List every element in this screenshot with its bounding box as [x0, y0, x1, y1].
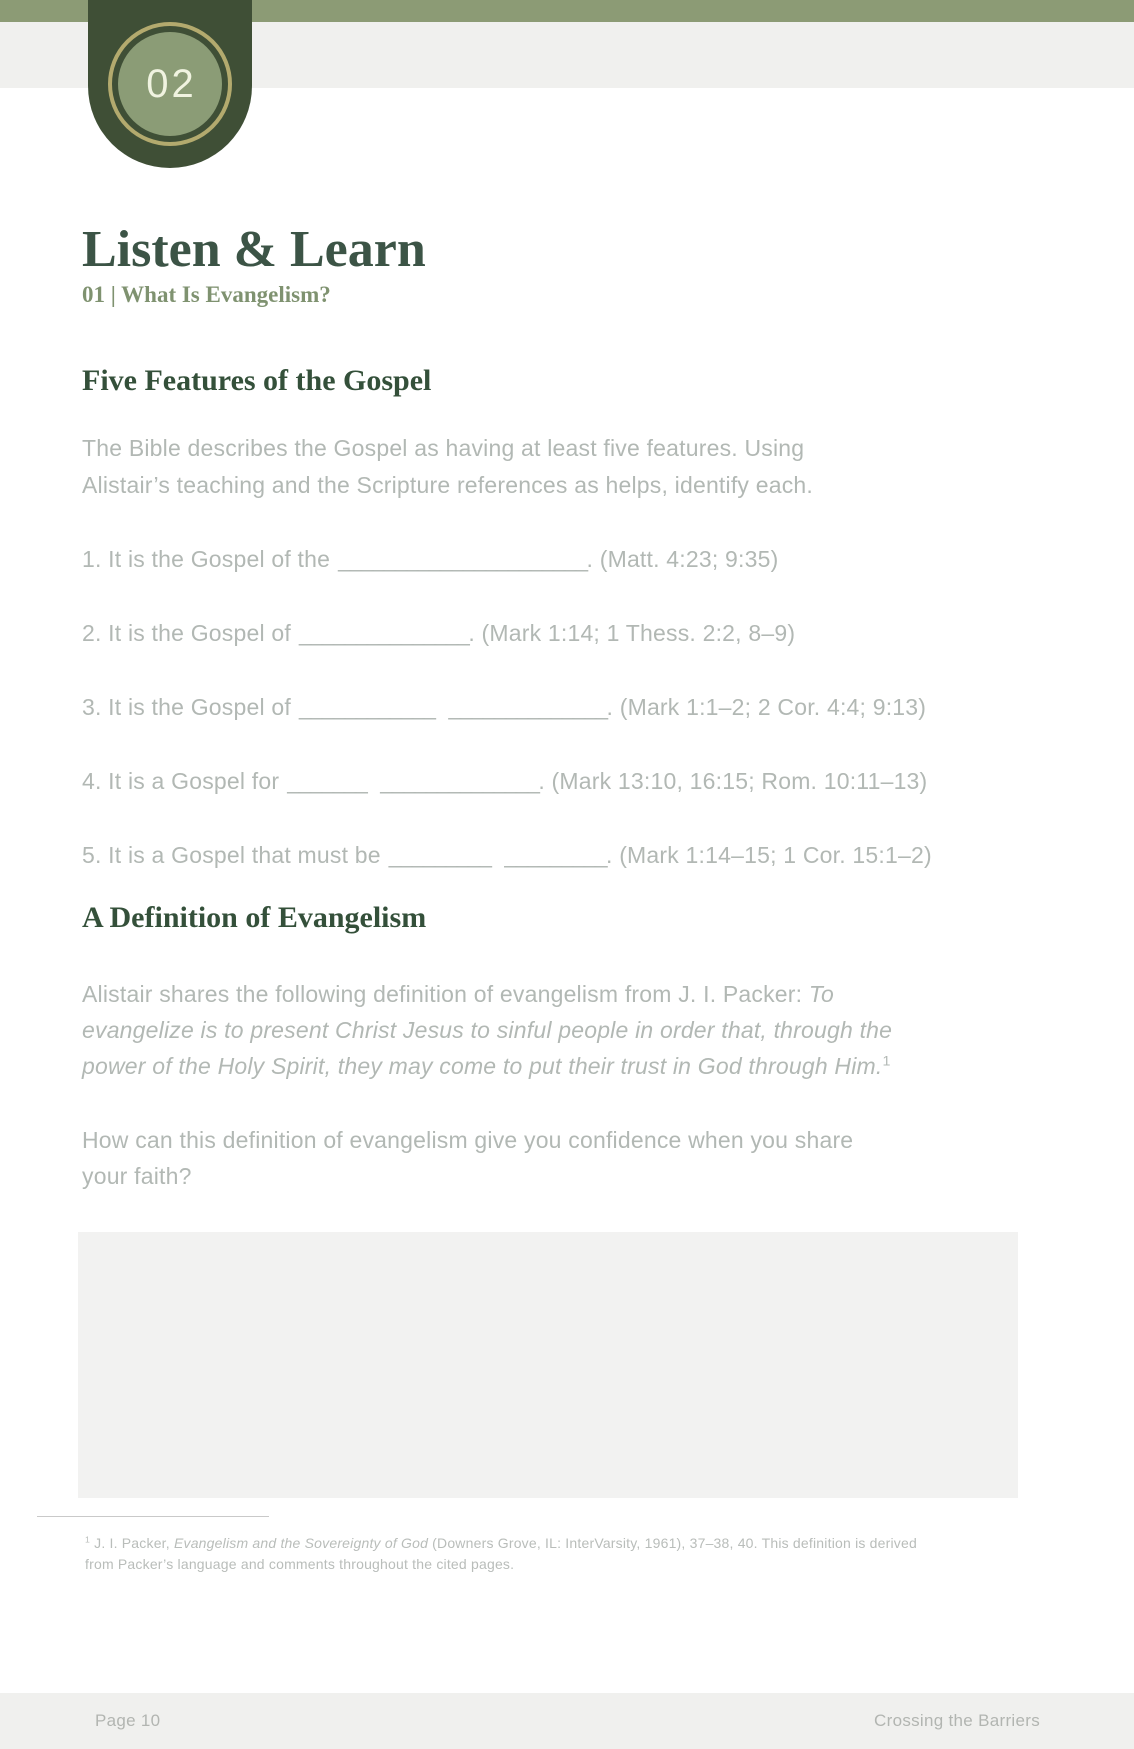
chapter-badge [118, 32, 222, 136]
page-subtitle: 01 | What Is Evangelism? [82, 282, 331, 307]
fill-in-blank[interactable]: ______________ [380, 768, 539, 794]
definition-intro: Alistair shares the following definition of evangelism from J. I. Packer: [82, 981, 809, 1007]
chapter-number: 02 [146, 61, 197, 106]
footnote-marker-ref: 1 [882, 1053, 891, 1070]
fill-in-blank[interactable]: _________ [504, 842, 607, 868]
chapter-ribbon [88, 0, 252, 168]
footnote-book-title: Evangelism and the Sovereignty of God [173, 1535, 429, 1551]
reflection-question: How can this definition of evangelism give you confidence when you share your faith? [82, 1127, 854, 1189]
item-reference: . (Matt. 4:23; 9:35) [586, 546, 779, 572]
item-reference: . (Mark 13:10, 16:15; Rom. 10:11–13) [538, 768, 928, 794]
chapter-badge-ring [108, 22, 232, 146]
page-number: Page 10 [95, 1711, 161, 1730]
fill-in-item-3 [82, 689, 1022, 726]
workbook-title: Crossing the Barriers [874, 1711, 1040, 1730]
packer-quote: To evangelize is to present Christ Jesus to sinful people in order that, through the power of the Holy Spirit, they may come to put their trust in God through Him. [82, 981, 893, 1079]
item-text: 3. It is the Gospel of [82, 694, 291, 720]
fill-in-blank[interactable]: _______ [287, 768, 367, 794]
fill-in-item-1 [82, 541, 1022, 578]
footnote-citation-rest: (Downers Grove, IL: InterVarsity, 1961), 37–38, 40. This definition is derived from Packer’s language and comments throughout the cited pages. [85, 1535, 917, 1572]
fill-in-blank[interactable]: ____________ [298, 694, 435, 720]
footnote-citation: J. I. Packer, [90, 1535, 174, 1551]
section-heading-five-features: Five Features of the Gospel [82, 364, 432, 397]
page-title: Listen & Learn [82, 221, 426, 278]
item-reference: . (Mark 1:14–15; 1 Cor. 15:1–2) [606, 842, 932, 868]
fill-in-item-2 [82, 615, 1022, 652]
item-reference: . (Mark 1:14; 1 Thess. 2:2, 8–9) [468, 620, 796, 646]
page-footer [0, 1693, 1134, 1749]
item-text: 1. It is the Gospel of the [82, 546, 331, 572]
features-intro-text: The Bible describes the Gospel as having at least five features. Using Alistair’s teaching and the Scripture references as helps, identify each. [82, 435, 813, 498]
fill-in-item-5 [82, 837, 1022, 874]
footnote-divider [37, 1516, 269, 1517]
item-reference: . (Mark 1:1–2; 2 Cor. 4:4; 9:13) [606, 694, 927, 720]
item-text: 5. It is a Gospel that must be [82, 842, 381, 868]
item-text: 2. It is the Gospel of [82, 620, 291, 646]
answer-box[interactable] [78, 1232, 1018, 1498]
definition-paragraph [82, 976, 912, 1084]
main-content [82, 0, 1022, 1575]
fill-in-blank[interactable]: _______________ [298, 620, 469, 646]
section-heading-definition: A Definition of Evangelism [82, 901, 427, 934]
item-text: 4. It is a Gospel for [82, 768, 280, 794]
footnote-marker: 1 [85, 1534, 91, 1545]
fill-in-blank[interactable]: ______________________ [338, 546, 587, 572]
fill-in-item-4 [82, 763, 1022, 800]
fill-in-blank[interactable]: _________ [388, 842, 491, 868]
fill-in-blank[interactable]: ______________ [448, 694, 607, 720]
footnote [85, 1533, 945, 1575]
